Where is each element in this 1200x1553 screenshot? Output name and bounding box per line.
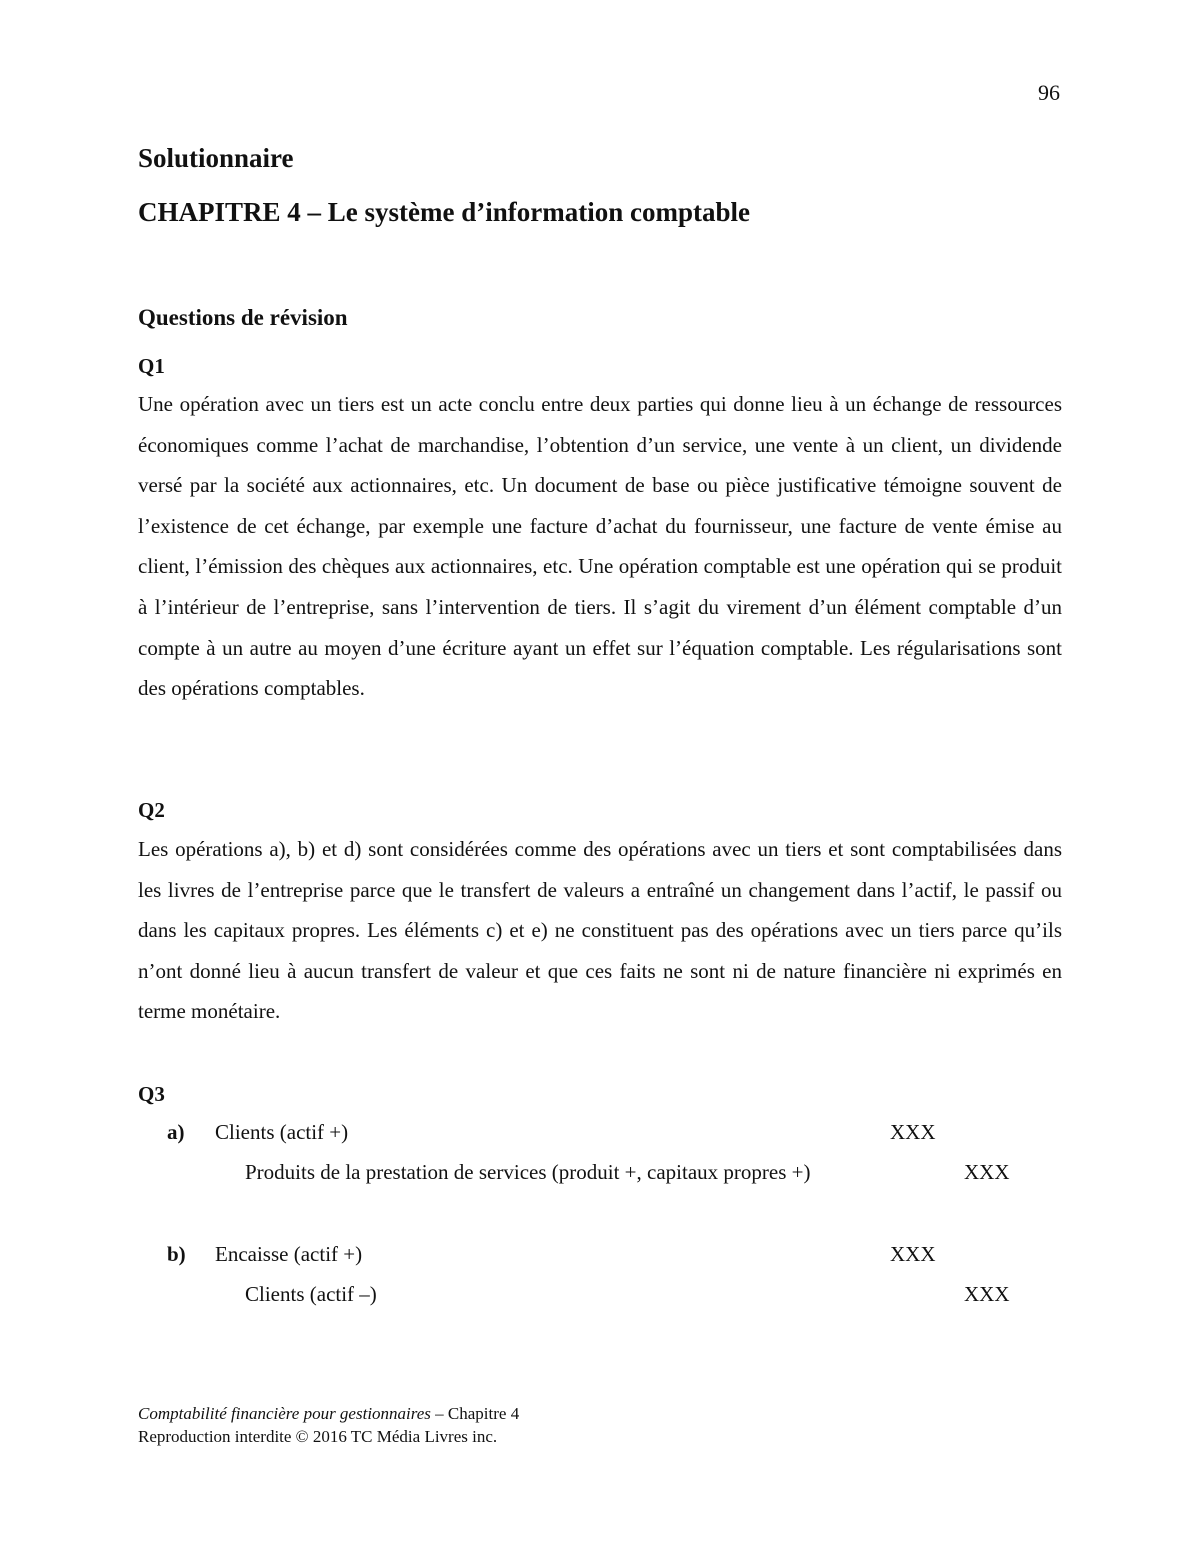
footer-copyright: Reproduction interdite © 2016 TC Média Livres inc. <box>138 1427 498 1446</box>
credit-account: Clients (actif –) <box>245 1282 377 1306</box>
entry-letter: a) <box>167 1120 185 1144</box>
debit-account: Clients (actif +) <box>215 1120 349 1144</box>
debit-amount: XXX <box>890 1242 936 1266</box>
question-label-q2: Q2 <box>138 798 165 822</box>
question-label-q1: Q1 <box>138 354 165 378</box>
debit-amount: XXX <box>890 1120 936 1144</box>
answer-paragraph-q2: Les opérations a), b) et d) sont considérées comme des opérations avec un tiers et sont comptabilisées dans les livres de l’entreprise parce que le transfert de valeurs a entraîné un changement dans l’actif, le passif ou dans les capitaux propres. Les éléments c) et e) ne constituent pas des opérations avec un tiers parce qu’ils n’ont donné lieu à aucun transfert de valeur et que ces faits ne sont ni de nature financière ni exprimés en terme monétaire. <box>138 837 1062 1024</box>
answer-paragraph-q1: Une opération avec un tiers est un acte conclu entre deux parties qui donne lieu à un échange de ressources économiques comme l’achat de marchandise, l’obtention d’un service, une vente à un client, un dividende versé par la société aux actionnaires, etc. Un document de base ou pièce justificative témoigne souvent de l’existence de cet échange, par exemple une facture d’achat du fournisseur, une facture de vente émise au client, l’émission des chèques aux actionnaires, etc. Une opération comptable est une opération qui se produit à l’intérieur de l’entreprise, sans l’intervention de tiers. Il s’agit du virement d’un élément comptable d’un compte à un autre au moyen d’une écriture ayant un effet sur l’équation comptable. Les régularisations sont des opérations comptables. <box>138 392 1062 701</box>
footer-book-title: Comptabilité financière pour gestionnaires <box>138 1404 431 1423</box>
question-label-q3: Q3 <box>138 1082 165 1106</box>
credit-account: Produits de la prestation de services (produit +, capitaux propres +) <box>245 1160 811 1184</box>
entry-letter: b) <box>167 1242 186 1266</box>
debit-account: Encaisse (actif +) <box>215 1242 363 1266</box>
credit-amount: XXX <box>964 1160 1010 1184</box>
credit-amount: XXX <box>964 1282 1010 1306</box>
section-heading: Questions de révision <box>138 305 348 330</box>
footer-chapter-ref: – Chapitre 4 <box>430 1404 520 1423</box>
document-title: Solutionnaire <box>138 143 294 173</box>
page-number: 96 <box>1038 80 1060 105</box>
footer-book-reference <box>138 1404 519 1424</box>
chapter-title: CHAPITRE 4 – Le système d’information comptable <box>138 197 750 227</box>
